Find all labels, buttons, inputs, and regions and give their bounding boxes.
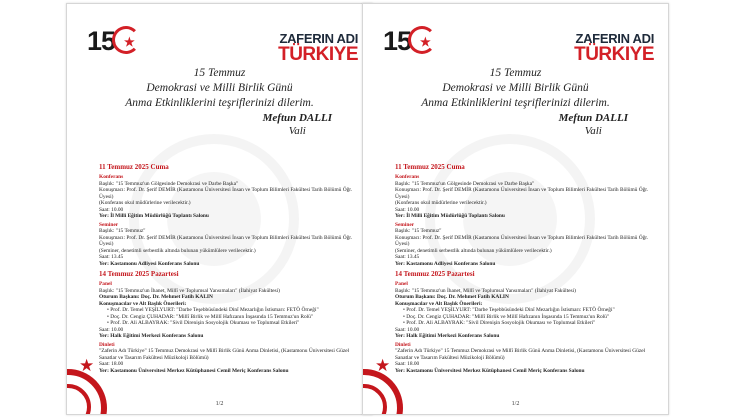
text-line: Konferans: [395, 174, 420, 180]
text-line: Konuşmacılar ve Alt Başlık Önerileri:: [99, 300, 187, 307]
text-line: 15: [383, 26, 412, 56]
text-line: Saat: 10.00: [395, 326, 420, 333]
text-line: Saat: 13.45: [395, 254, 420, 260]
text-line: • Prof. Dr. Temel YEŞİLYURT: "Darbe Teşebbüsündeki Dinî Mezarlığın İstismarı: FETÖ Örneği": [107, 307, 319, 313]
text-line: Başlık: "15 Temmuz'un İhanet, Millî ve Toplumsal Yansımaları" (İlahiyat Fakültesi): [99, 287, 280, 294]
brand-logo: [278, 32, 358, 64]
text-line: ZAFERIN ADI: [279, 31, 358, 46]
brand-logo: [574, 32, 654, 64]
invitation-text: [363, 66, 668, 111]
text-line: • Prof. Dr. Ali ALBAYRAK: "Sivil Direnişin Sosyolojik Okuması ve Toplumsal Etkileri": [107, 320, 300, 326]
text-line: 15 Temmuz: [193, 67, 246, 79]
text-line: ZAFERIN ADI: [575, 31, 654, 46]
text-line: TÜRKIYE: [574, 44, 654, 65]
text-line: Panel: [395, 281, 408, 287]
text-line: 15: [87, 26, 116, 56]
text-line: Dinleti: [395, 341, 411, 348]
text-line: Konuşmacı: Prof. Dr. Şerif DEMİR (Kastamonu Üniversitesi İnsan ve Toplum Bilimleri Fakültesi Tarih Bölümü Öğr. Üyesi): [395, 187, 649, 200]
day-heading: 14 Temmuz 2025 Pazartesi: [99, 270, 179, 278]
text-line: Meftun DALLI: [558, 112, 628, 124]
text-line: (Konferans okul müdürlerine verilecektir.): [395, 200, 487, 206]
text-line: Vali: [584, 125, 602, 137]
text-line: • Prof. Dr. Temel YEŞİLYURT: "Darbe Teşebbüsündeki Dinî Mezarlığın İstismarı: FETÖ Örneği": [403, 307, 615, 313]
signature-block: [559, 112, 628, 138]
signature-block: [263, 112, 332, 138]
text-line: Saat: 10.00: [99, 206, 124, 213]
text-line: Panel: [99, 281, 112, 287]
text-line: "Zaferin Adı Türkiye" 15 Temmuz Demokrasi ve Millî Birlik Günü Anma Dinletisi, (Kastamonu Üniversitesi Güzel Sanatlar ve Tasarım Fakültesi Müzikoloji Bölümü): [395, 348, 646, 361]
logo-15-temmuz: [383, 26, 446, 57]
text-line: • Doç. Dr. Cengiz ÇUHADAR: "Millî Birlik ve Millî Hafızanın İnşasında 15 Temmuz'un Rolü": [107, 313, 314, 320]
text-line: Dinleti: [99, 341, 115, 348]
text-line: Seminer: [395, 221, 415, 228]
text-line: Saat: 13.45: [99, 254, 124, 260]
text-line: Yer: Kastamonu Adliyesi Konferans Salonu: [395, 260, 496, 267]
text-line: Yer: Halk Eğitimi Merkezi Konferans Salonu: [395, 333, 500, 339]
decorative-star-icon: ★: [375, 356, 391, 375]
text-line: Konuşmacılar ve Alt Başlık Önerileri:: [395, 300, 483, 307]
day-heading: 11 Temmuz 2025 Cuma: [99, 163, 169, 171]
text-line: Başlık: "15 Temmuz'un İhanet, Millî ve Toplumsal Yansımaları" (İlahiyat Fakültesi): [395, 287, 576, 294]
text-line: Başlık: "15 Temmuz": [99, 228, 146, 234]
text-line: Yer: Kastamonu Üniversitesi Merkez Kütüphanesi Cemil Meriç Konferans Salonu: [395, 367, 585, 374]
text-line: 15 Temmuz: [489, 67, 542, 79]
star-icon: ★: [420, 35, 430, 49]
invitation-text: [67, 66, 372, 111]
text-line: Konuşmacı: Prof. Dr. Şerif DEMİR (Kastamonu Üniversitesi İnsan ve Toplum Bilimleri Fakültesi Tarih Bölümü Öğr. Üyesi): [99, 187, 353, 200]
text-line: Yer: İl Milli Eğitim Müdürlüğü Toplantı Salonu: [99, 213, 209, 219]
text-line: Saat: 18.00: [99, 361, 124, 367]
text-line: Demokrasi ve Milli Birlik Günü: [146, 82, 293, 94]
day-heading: 11 Temmuz 2025 Cuma: [395, 163, 465, 171]
text-line: • Doç. Dr. Cengiz ÇUHADAR: "Millî Birlik ve Millî Hafızanın İnşasında 15 Temmuz'un Rolü": [403, 313, 610, 320]
text-line: TÜRKIYE: [278, 44, 358, 65]
text-line: Başlık: "15 Temmuz": [395, 228, 442, 234]
text-line: Konuşmacı: Prof. Dr. Şerif DEMİR (Kastamonu Üniversitesi İnsan ve Toplum Bilimleri Fakültesi Tarih Bölümü Öğr. Üyesi): [99, 234, 353, 247]
decorative-star-icon: ★: [79, 356, 95, 375]
program-schedule: [99, 160, 360, 374]
page-number: 1/2: [511, 401, 520, 407]
text-line: Oturum Başkanı: Doç. Dr. Mehmet Fatih KALIN: [395, 294, 509, 300]
text-line: Vali: [288, 125, 306, 137]
day-heading: 14 Temmuz 2025 Pazartesi: [395, 270, 475, 278]
text-line: Anma Etkinliklerini teşriflerinizi dilerim.: [125, 97, 314, 109]
star-icon: ★: [124, 35, 134, 49]
text-line: Saat: 18.00: [395, 361, 420, 367]
text-line: Yer: İl Milli Eğitim Müdürlüğü Toplantı Salonu: [395, 213, 505, 219]
text-line: (Seminer, denetimli serbestlik altında bulunan yükümlülere verilecektir.): [99, 247, 256, 254]
text-line: Yer: Halk Eğitimi Merkezi Konferans Salonu: [99, 333, 204, 339]
text-line: Konferans: [99, 174, 124, 180]
text-line: • Prof. Dr. Ali ALBAYRAK: "Sivil Direnişin Sosyolojik Okuması ve Toplumsal Etkileri": [403, 320, 596, 326]
text-line: Konuşmacı: Prof. Dr. Şerif DEMİR (Kastamonu Üniversitesi İnsan ve Toplum Bilimleri Fakültesi Tarih Bölümü Öğr. Üyesi): [395, 234, 649, 247]
text-line: Başlık: "15 Temmuz'un Gölgesinde Demokrasi ve Darbe Başka": [99, 180, 239, 187]
document-page-right: [362, 3, 669, 415]
text-line: Saat: 10.00: [395, 206, 420, 213]
text-line: Saat: 10.00: [99, 326, 124, 333]
text-line: Seminer: [99, 221, 119, 228]
text-line: Yer: Kastamonu Adliyesi Konferans Salonu: [99, 260, 200, 267]
text-line: "Zaferin Adı Türkiye" 15 Temmuz Demokrasi ve Millî Birlik Günü Anma Dinletisi, (Kastamonu Üniversitesi Güzel Sanatlar ve Tasarım Fakültesi Müzikoloji Bölümü): [99, 348, 350, 361]
text-line: Başlık: "15 Temmuz'un Gölgesinde Demokrasi ve Darbe Başka": [395, 180, 535, 187]
text-line: Demokrasi ve Milli Birlik Günü: [442, 82, 589, 94]
text-line: (Konferans okul müdürlerine verilecektir.): [99, 200, 191, 206]
text-line: (Seminer, denetimli serbestlik altında bulunan yükümlülere verilecektir.): [395, 247, 552, 254]
text-line: Yer: Kastamonu Üniversitesi Merkez Kütüphanesi Cemil Meriç Konferans Salonu: [99, 367, 289, 374]
page-number: 1/2: [215, 401, 224, 407]
text-line: Oturum Başkanı: Doç. Dr. Mehmet Fatih KALIN: [99, 294, 213, 300]
program-schedule: [395, 160, 656, 374]
text-line: Anma Etkinliklerini teşriflerinizi dilerim.: [421, 97, 610, 109]
text-line: Meftun DALLI: [262, 112, 332, 124]
logo-15-temmuz: [87, 26, 150, 57]
document-page-left: [66, 3, 373, 415]
